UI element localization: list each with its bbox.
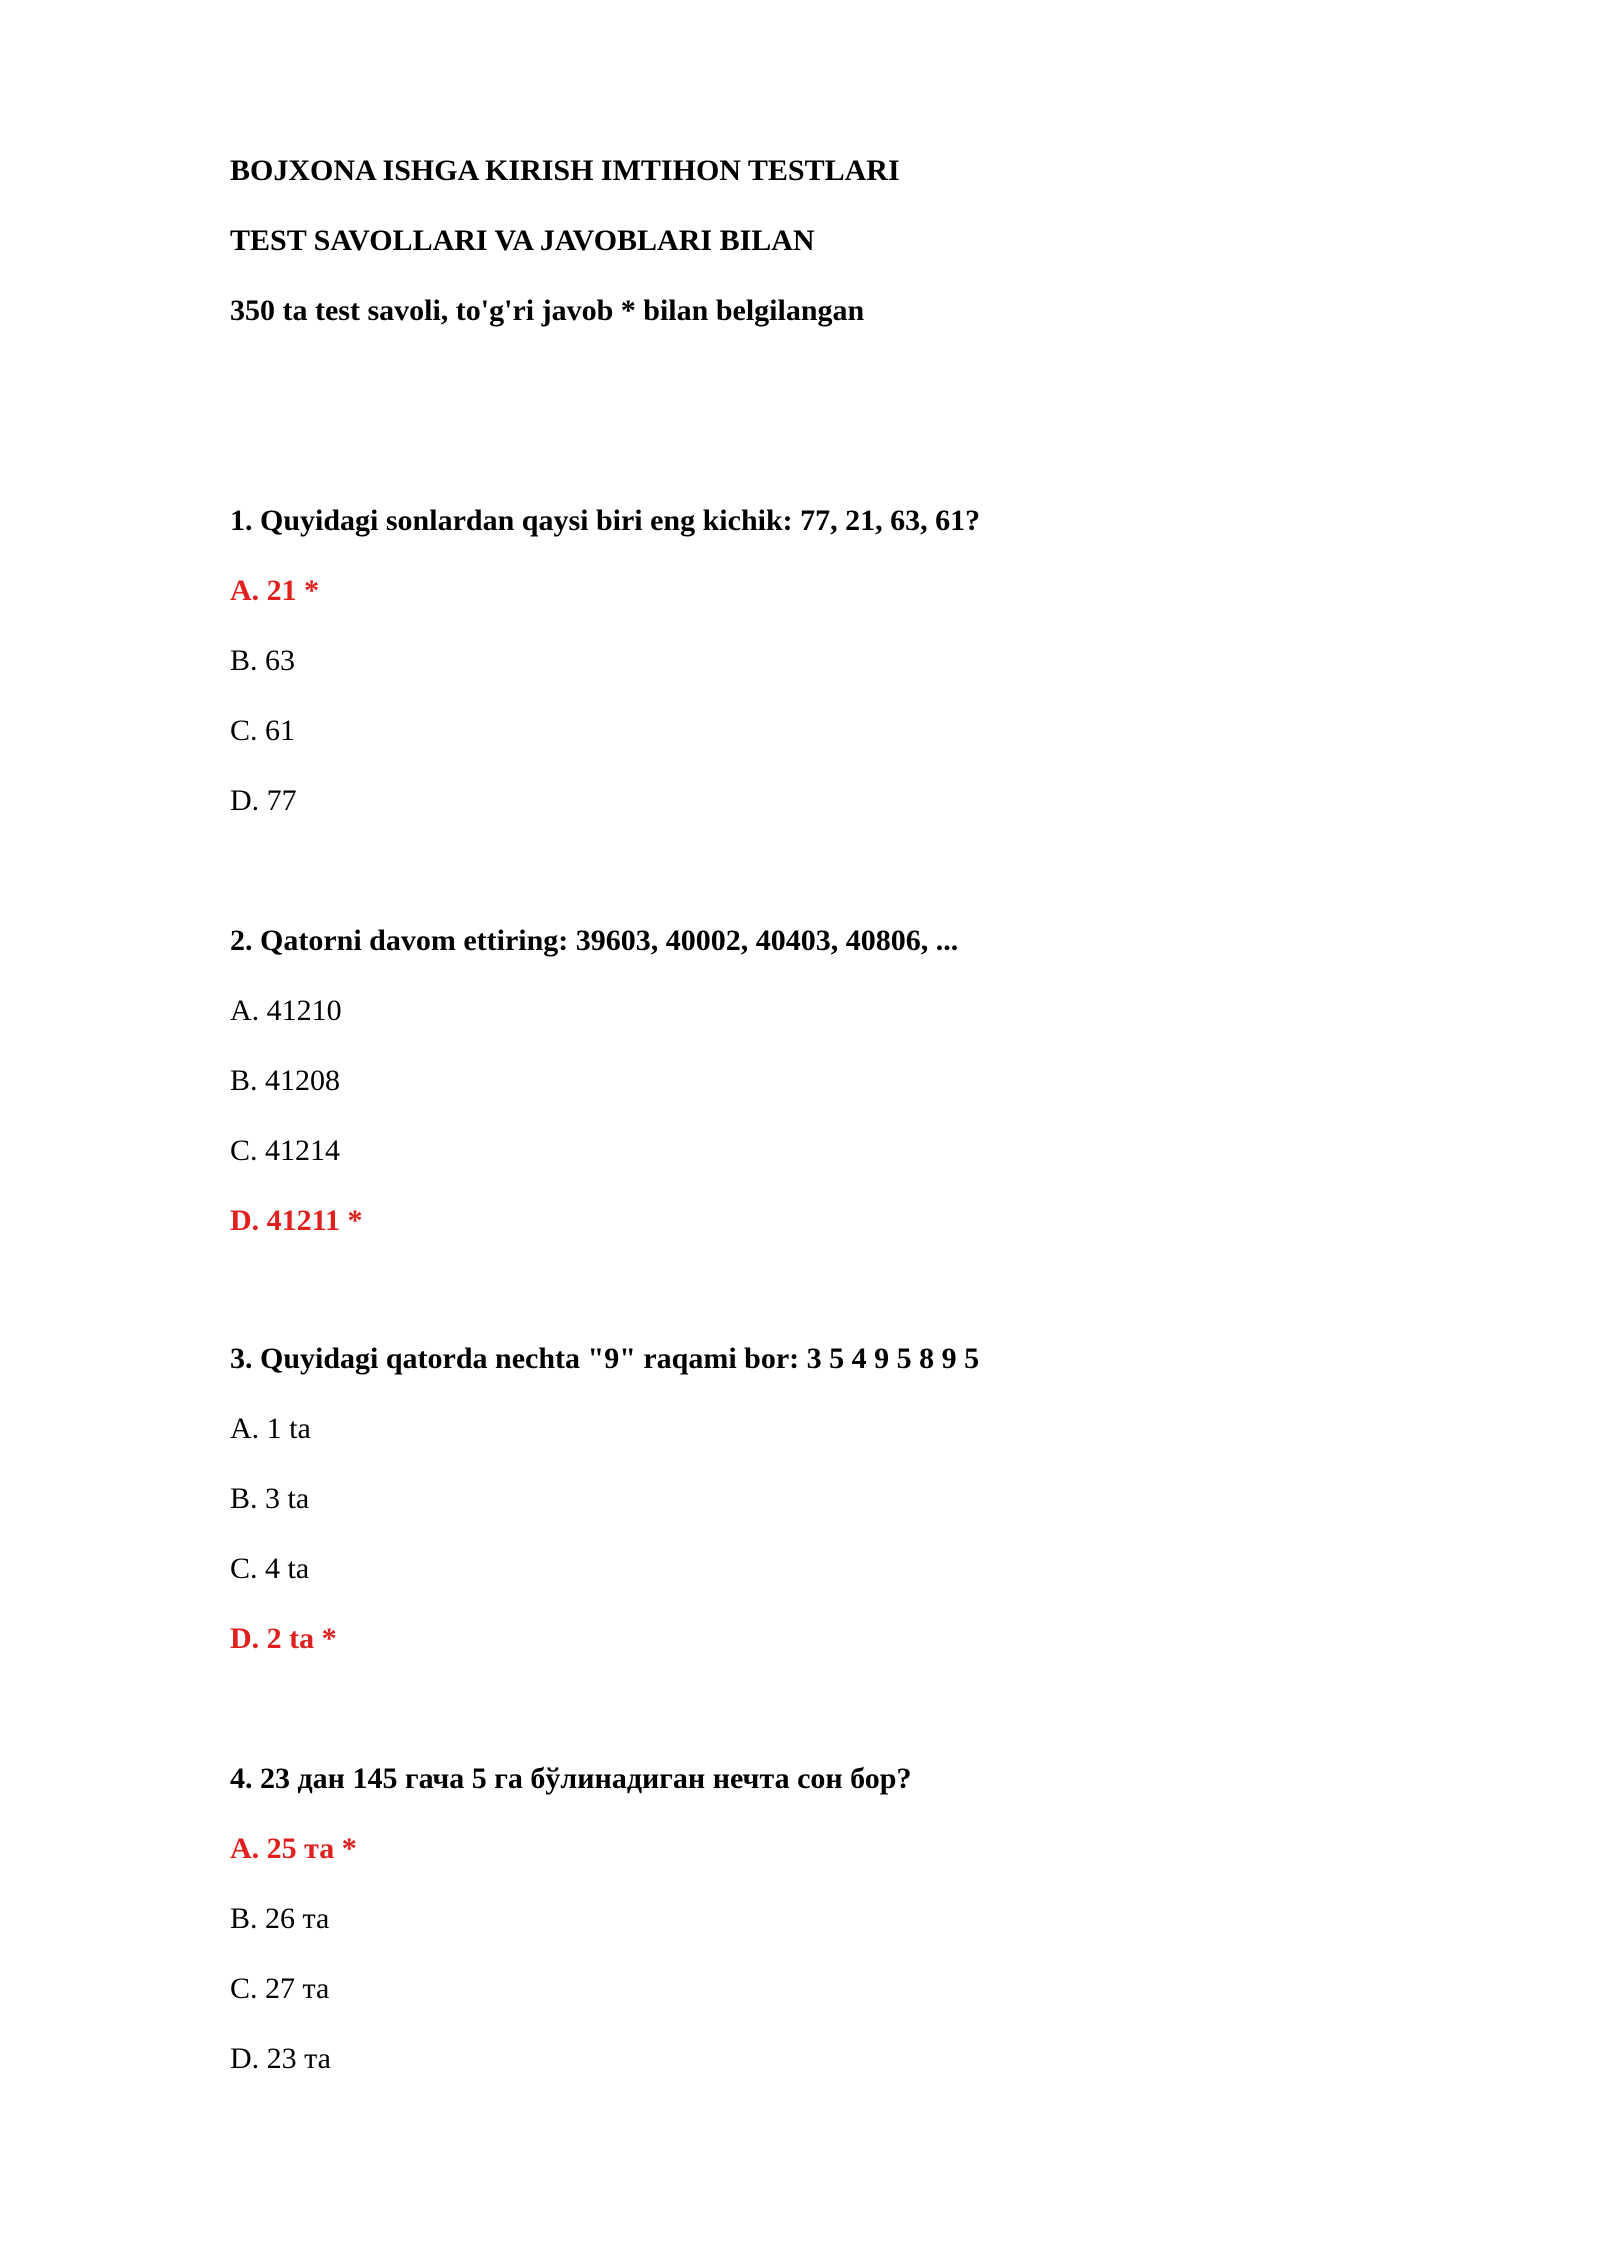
answer-option-correct: A. 21 *: [230, 574, 320, 607]
question-text: 2. Qatorni davom ettiring: 39603, 40002, 40403, 40806, ...: [230, 924, 959, 957]
answer-option: D. 77: [230, 784, 297, 817]
document-note: 350 ta test savoli, to'g'ri javob * bilan belgilangan: [230, 294, 865, 327]
question-text: 4. 23 дан 145 гача 5 га бўлинадиган нечта сон бор?: [230, 1762, 912, 1795]
answer-option: C. 4 ta: [230, 1552, 310, 1585]
answer-option-correct: D. 41211 *: [230, 1204, 363, 1237]
answer-option: C. 61: [230, 714, 296, 747]
answer-option: C. 41214: [230, 1134, 341, 1167]
document-subtitle: TEST SAVOLLARI VA JAVOBLARI BILAN: [230, 224, 815, 257]
answer-option: B. 41208: [230, 1064, 341, 1097]
question-text: 1. Quyidagi sonlardan qaysi biri eng kichik: 77, 21, 63, 61?: [230, 504, 981, 537]
answer-option: A. 1 ta: [230, 1412, 311, 1445]
answer-option-correct: A. 25 та *: [230, 1832, 357, 1865]
answer-option: C. 27 та: [230, 1972, 330, 2005]
answer-option: B. 26 та: [230, 1902, 330, 1935]
answer-option: B. 63: [230, 644, 296, 677]
document-title: BOJXONA ISHGA KIRISH IMTIHON TESTLARI: [230, 154, 900, 187]
answer-option: A. 41210: [230, 994, 342, 1027]
answer-option-correct: D. 2 ta *: [230, 1622, 337, 1655]
answer-option: B. 3 ta: [230, 1482, 310, 1515]
answer-option: D. 23 та: [230, 2042, 331, 2075]
question-text: 3. Quyidagi qatorda nechta "9" raqami bor: 3 5 4 9 5 8 9 5: [230, 1342, 980, 1375]
